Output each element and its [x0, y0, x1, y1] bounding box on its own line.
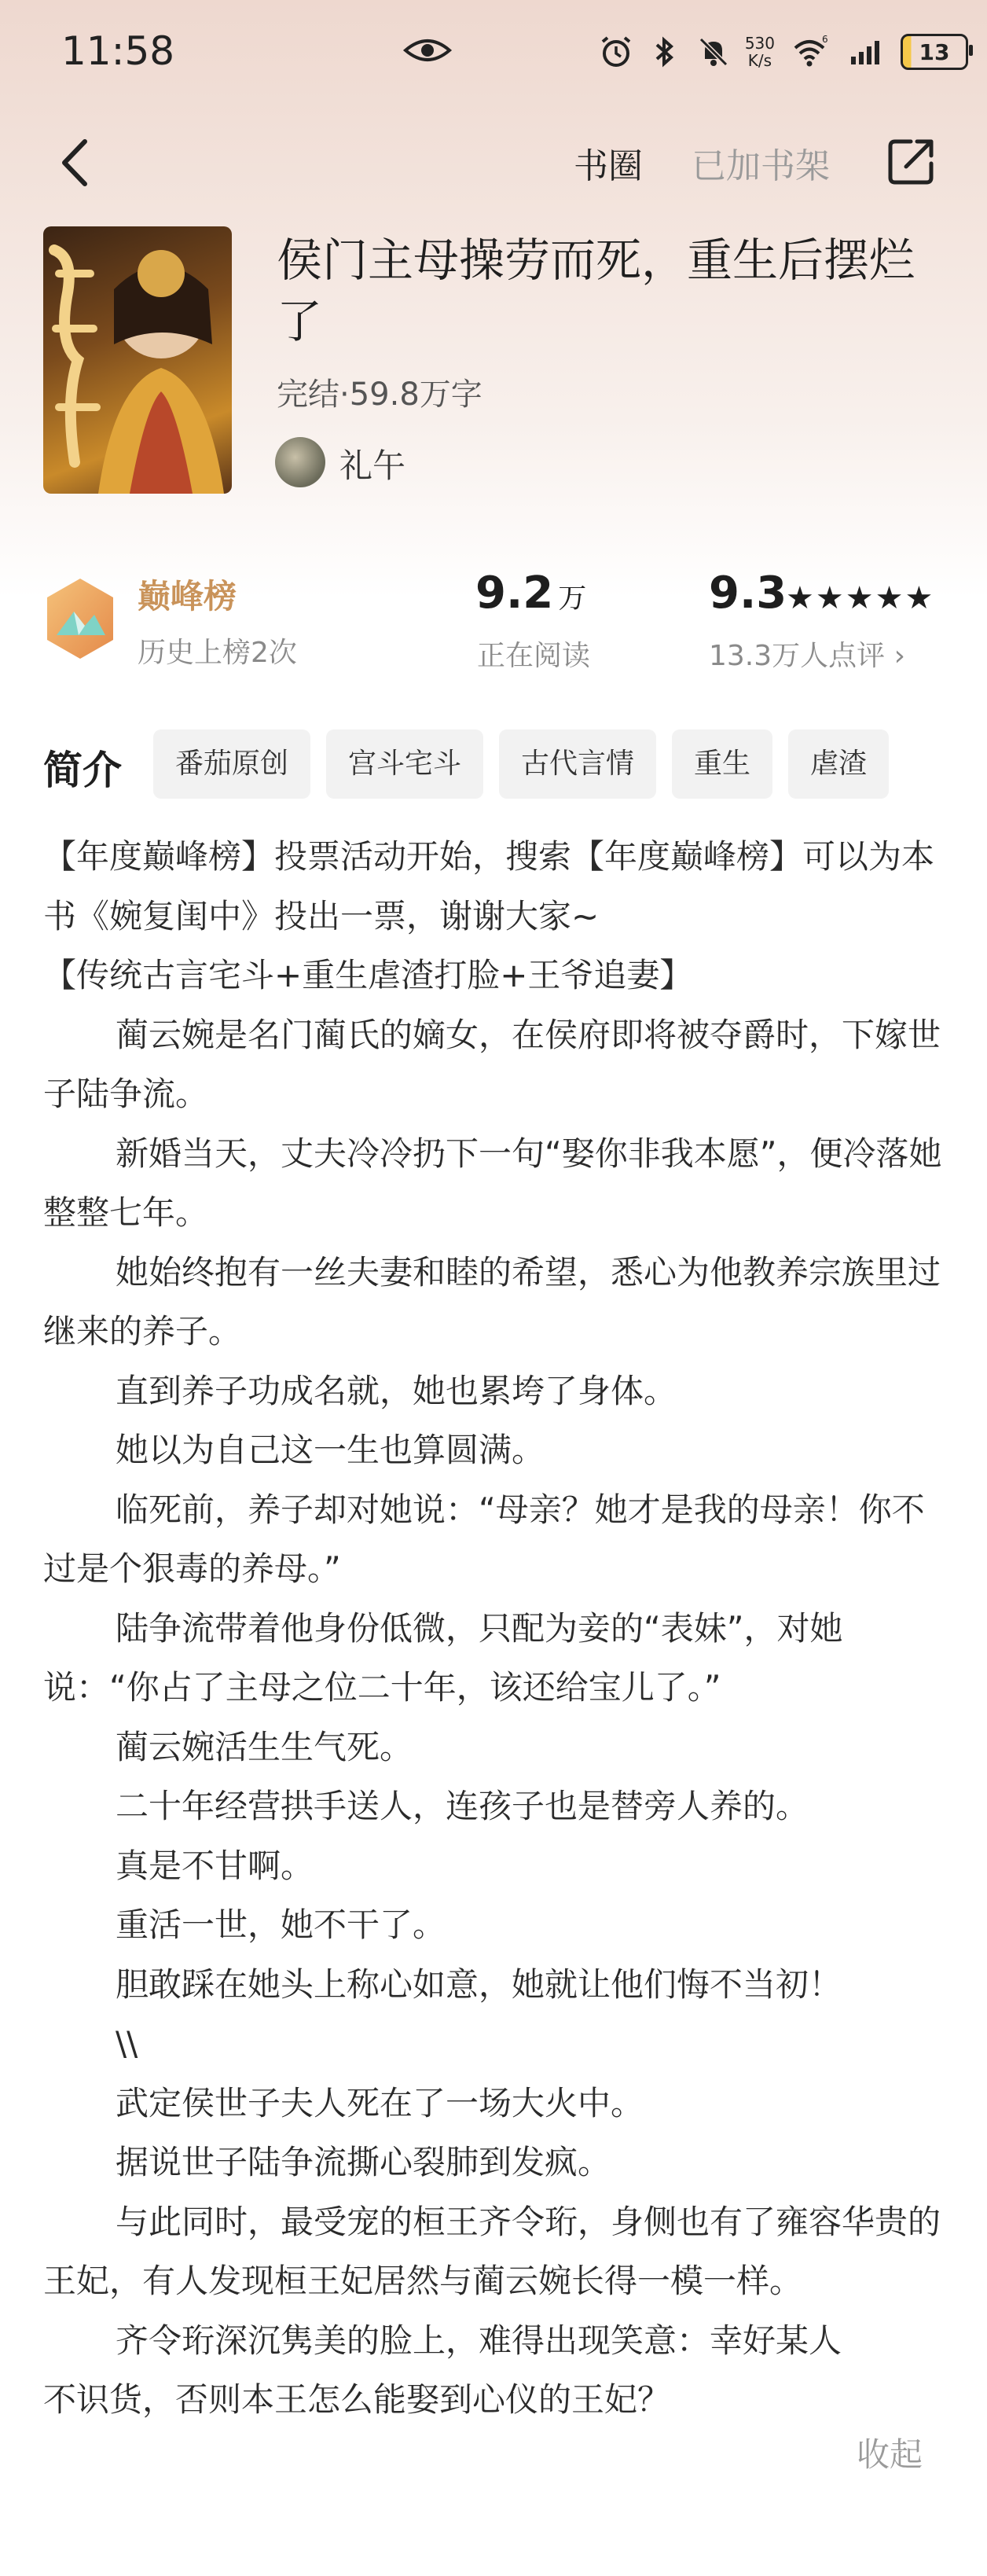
share-icon[interactable]: [884, 134, 939, 189]
author-avatar[interactable]: [275, 437, 325, 487]
description-paragraph: 重活一世，她不干了。: [116, 1905, 446, 1944]
svg-text:6: 6: [822, 35, 828, 45]
description-paragraph: 她始终抱有一丝夫妻和睦的希望，悉心为他教养宗族里过继来的养子。: [43, 1252, 941, 1350]
added-to-shelf-button[interactable]: 已加书架: [692, 146, 830, 186]
description-paragraph: 【传统古言宅斗+重生虐渣打脸+王爷追妻】: [43, 956, 693, 994]
description-paragraph: 她以为自己这一生也算圆满。: [116, 1431, 545, 1469]
reading-count-unit: 万: [558, 582, 587, 615]
net-speed-unit: K/s: [747, 51, 772, 70]
wifi-icon: [789, 35, 830, 69]
description-paragraph: 新婚当天，丈夫冷冷扔下一句“娶你非我本愿”，便冷落她整整七年。: [43, 1134, 942, 1232]
status-icons: [599, 28, 968, 75]
alarm-icon: [599, 35, 633, 69]
rating-stars: ★★★★★: [786, 580, 935, 616]
description-paragraph: 与此同时，最受宠的桓王齐令珩，身侧也有了雍容华贵的王妃，有人发现桓王妃居然与蔺云婉长得一模一样。: [43, 2202, 941, 2300]
eye-icon: [402, 35, 453, 66]
description-paragraph: \\: [116, 2024, 138, 2063]
cell-signal-icon: [844, 35, 886, 69]
bluetooth-icon: [648, 35, 682, 69]
status-time: 11:58: [61, 28, 175, 74]
back-chevron-icon[interactable]: [55, 135, 94, 190]
network-speed: [745, 35, 775, 69]
tag-chip[interactable]: 番茄原创: [153, 729, 310, 799]
battery-indicator: [901, 34, 968, 70]
description-paragraph: 【年度巅峰榜】投票活动开始，搜索【年度巅峰榜】可以为本书《婉复闺中》投出一票，谢谢大家~: [43, 837, 935, 935]
peak-rank-history: 历史上榜2次: [138, 637, 297, 669]
status-bar: [0, 0, 987, 110]
description-paragraph: 蔺云婉活生生气死。: [116, 1727, 413, 1766]
book-description: [43, 827, 947, 2430]
book-title: 侯门主母操劳而死，重生后摆烂了: [277, 233, 915, 348]
description-paragraph: 齐令珩深沉隽美的脸上，难得出现笑意：幸好某人不识货，否则本王怎么能娶到心仪的王妃？: [43, 2321, 842, 2419]
tag-chip[interactable]: 古代言情: [499, 729, 656, 799]
tag-chip[interactable]: 虐渣: [788, 729, 889, 799]
description-paragraph: 陆争流带着他身份低微，只配为妾的“表妹”，对她说：“你占了主母之位二十年，该还给宝儿了。”: [43, 1608, 843, 1707]
description-paragraph: 胆敢踩在她头上称心如意，她就让他们悔不当初！: [116, 1964, 842, 2004]
description-paragraph: 直到养子功成名就，她也累垮了身体。: [116, 1371, 677, 1410]
book-cover[interactable]: [43, 226, 232, 494]
battery-level: 13: [919, 39, 950, 65]
author-name[interactable]: 礼午: [339, 446, 406, 485]
book-meta: 完结·59.8万字: [277, 377, 482, 413]
reading-count-value: 9.2: [475, 568, 554, 619]
peak-rank-badge-icon[interactable]: [41, 575, 119, 662]
reading-label: 正在阅读: [477, 640, 591, 672]
rating-score: 9.3: [709, 568, 787, 619]
description-paragraph: 武定侯世子夫人死在了一场大火中。: [116, 2083, 644, 2122]
net-speed-value: 530: [744, 34, 775, 53]
cover-illustration: [43, 226, 232, 494]
tag-chip[interactable]: 宫斗宅斗: [326, 729, 483, 799]
mute-bell-icon: [696, 35, 731, 69]
description-paragraph: 据说世子陆争流撕心裂肺到发疯。: [116, 2143, 611, 2181]
reading-count: [475, 568, 586, 619]
tag-list: [153, 729, 889, 799]
intro-heading: 简介: [43, 748, 122, 793]
review-count-link[interactable]: 13.3万人点评 ›: [709, 640, 905, 672]
book-circle-link[interactable]: 书圈: [574, 146, 643, 186]
collapse-button[interactable]: 收起: [857, 2435, 923, 2474]
description-paragraph: 临死前，养子却对她说：“母亲？她才是我的母亲！你不过是个狠毒的养母。”: [43, 1490, 925, 1588]
description-paragraph: 真是不甘啊。: [116, 1846, 314, 1885]
tag-chip[interactable]: 重生: [672, 729, 772, 799]
description-paragraph: 蔺云婉是名门蔺氏的嫡女，在侯府即将被夺爵时，下嫁世子陆争流。: [43, 1015, 941, 1113]
description-paragraph: 二十年经营拱手送人，连孩子也是替旁人养的。: [116, 1787, 809, 1825]
top-navigation: [0, 118, 987, 204]
peak-rank-title[interactable]: 巅峰榜: [138, 577, 237, 616]
